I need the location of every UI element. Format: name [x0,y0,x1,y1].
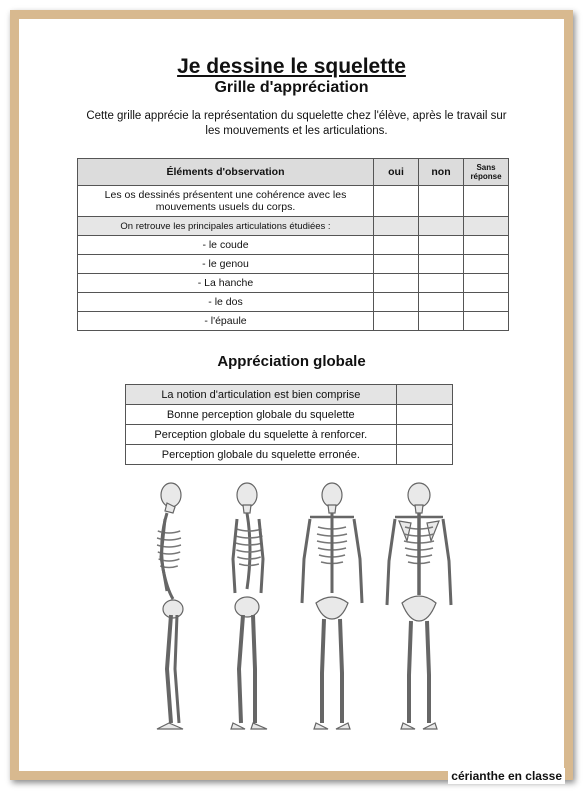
observation-header-row [78,159,509,186]
non-box[interactable] [419,312,464,331]
row-label: Perception globale du squelette erronée. [126,445,397,465]
row-label: - le dos [78,293,374,312]
page-frame [10,10,573,780]
sans-reponse-box[interactable] [464,274,509,293]
non-box[interactable] [419,186,464,217]
skeleton-side-view-2 [231,483,267,729]
sans-reponse-box[interactable] [464,293,509,312]
check-box[interactable] [396,445,452,465]
intro-text: Cette grille apprécie la représentation du squelette chez l'élève, après le travail sur les mouvements et les articulations. [86,110,507,137]
check-box[interactable] [396,385,452,405]
observation-table [77,158,509,331]
sans-reponse-box[interactable] [464,312,509,331]
non-box[interactable] [419,293,464,312]
oui-box[interactable] [374,274,419,293]
oui-box[interactable] [374,293,419,312]
worksheet [19,19,564,771]
skeleton-back-view [387,483,451,729]
table-row [78,217,509,236]
table-row [78,255,509,274]
table-row [126,405,453,425]
row-label: Les os dessinés présentent une cohérence avec les mouvements usuels du corps. [78,186,374,217]
non-box [419,217,464,236]
sans-reponse-box[interactable] [464,255,509,274]
row-label: Perception globale du squelette à renforcer. [126,425,397,445]
header-non: non [419,159,464,186]
row-label: - La hanche [78,274,374,293]
oui-box[interactable] [374,236,419,255]
table-row [126,385,453,405]
non-box[interactable] [419,236,464,255]
skeleton-side-view-1 [157,483,183,729]
sans-reponse-box [464,217,509,236]
skeleton-illustrations [127,479,467,741]
global-table [125,384,453,465]
sans-reponse-box[interactable] [464,186,509,217]
row-label: La notion d'articulation est bien comprise [126,385,397,405]
header-oui: oui [374,159,419,186]
table-row [78,274,509,293]
page-subtitle: Grille d'appréciation [214,79,369,96]
row-label: - le coude [78,236,374,255]
table-row [78,236,509,255]
page-title: Je dessine le squelette [177,55,406,78]
credit-watermark: cérianthe en classe [448,768,565,784]
non-box[interactable] [419,255,464,274]
table-row [126,445,453,465]
sans-reponse-box[interactable] [464,236,509,255]
table-row [78,293,509,312]
check-box[interactable] [396,425,452,445]
table-row [78,312,509,331]
check-box[interactable] [396,405,452,425]
table-row [78,186,509,217]
section-title: Appréciation globale [217,353,366,370]
oui-box[interactable] [374,186,419,217]
non-box[interactable] [419,274,464,293]
header-elements: Éléments d'observation [78,159,374,186]
oui-box [374,217,419,236]
header-sans-reponse: Sans réponse [464,159,509,186]
row-label: Bonne perception globale du squelette [126,405,397,425]
table-row [126,425,453,445]
row-label: - l'épaule [78,312,374,331]
oui-box[interactable] [374,312,419,331]
oui-box[interactable] [374,255,419,274]
row-label: - le genou [78,255,374,274]
row-label: On retrouve les principales articulations étudiées : [78,217,374,236]
skeleton-front-view [302,483,362,729]
